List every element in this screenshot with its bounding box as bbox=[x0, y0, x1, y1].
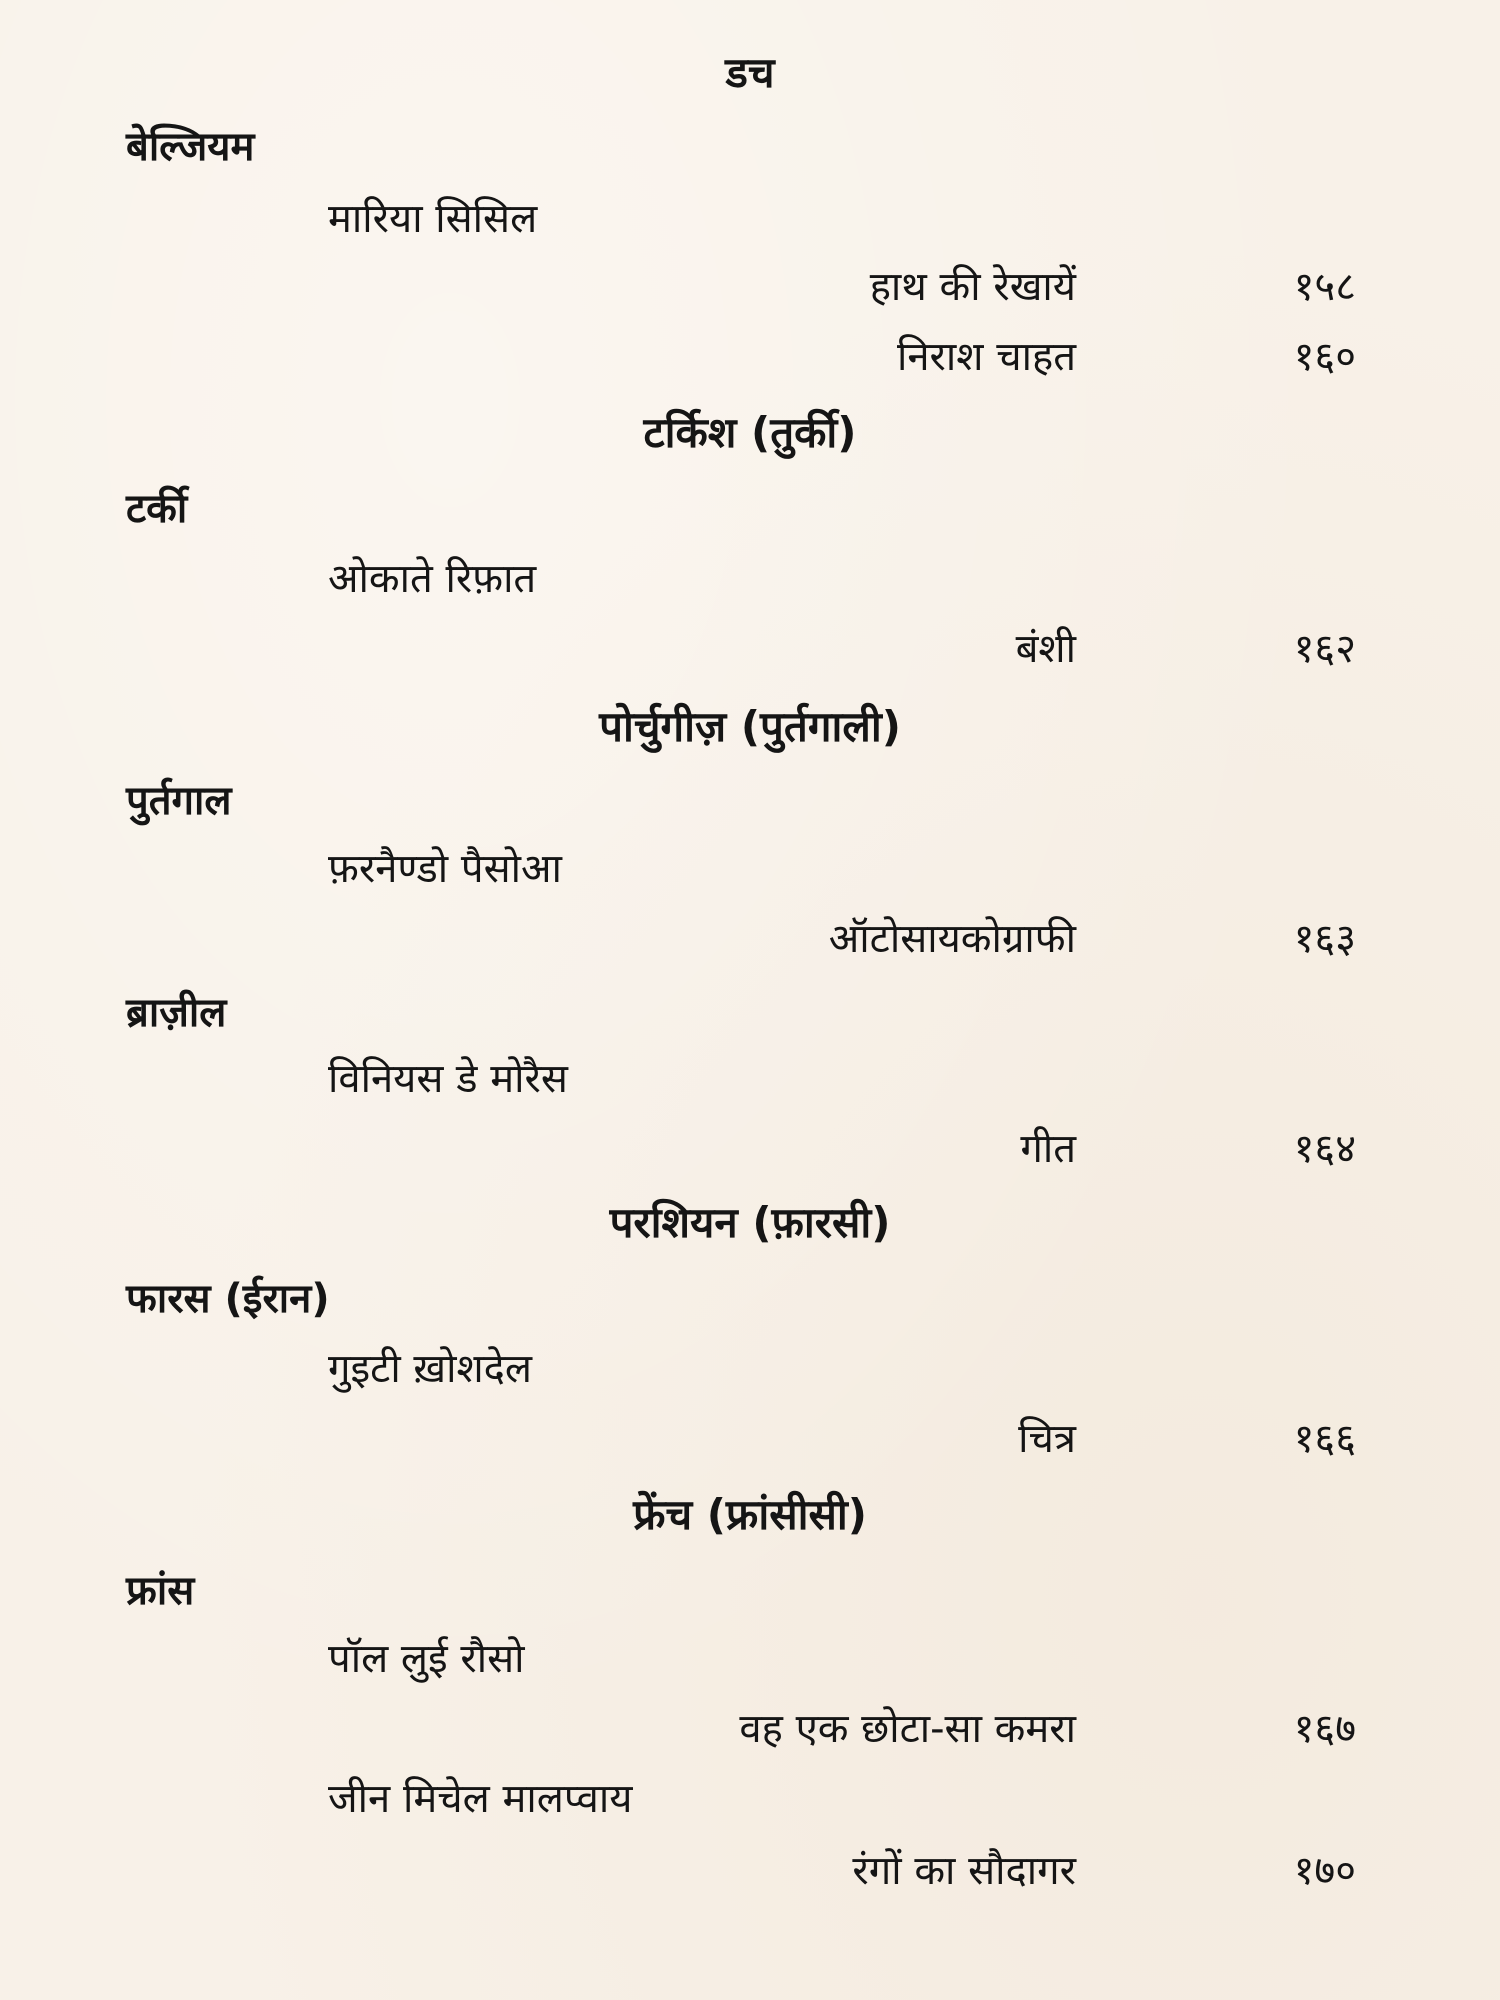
author-name: पॉल लुई रौसो bbox=[328, 1636, 525, 1682]
work-title: गीत bbox=[1020, 1126, 1076, 1172]
country-heading: ब्राज़ील bbox=[126, 990, 227, 1036]
author-name: मारिया सिसिल bbox=[328, 196, 538, 242]
page-number: १६७ bbox=[1293, 1706, 1356, 1752]
country-heading: बेल्जियम bbox=[126, 124, 255, 170]
country-heading: टर्की bbox=[126, 486, 188, 532]
country-heading: फ्रांस bbox=[126, 1568, 195, 1614]
work-title: चित्र bbox=[1018, 1416, 1076, 1462]
work-title: बंशी bbox=[1015, 626, 1076, 672]
language-heading: परशियन (फ़ारसी) bbox=[609, 1198, 891, 1247]
page-number: १५८ bbox=[1293, 264, 1356, 310]
country-heading: फारस (ईरान) bbox=[126, 1276, 330, 1322]
language-heading: टर्किश (तुर्की) bbox=[643, 408, 857, 457]
work-title: निराश चाहत bbox=[897, 334, 1076, 380]
page-number: १६३ bbox=[1293, 916, 1356, 962]
page-number: १६२ bbox=[1293, 626, 1356, 672]
author-name: जीन मिचेल मालप्वाय bbox=[328, 1776, 633, 1822]
page-number: १६६ bbox=[1293, 1416, 1356, 1462]
language-heading: डच bbox=[725, 48, 775, 97]
page-number: १६४ bbox=[1293, 1126, 1356, 1172]
author-name: गुइटी ख़ोशदेल bbox=[328, 1346, 533, 1392]
work-title: रंगों का सौदागर bbox=[852, 1848, 1076, 1894]
page-number: १७० bbox=[1293, 1848, 1356, 1894]
work-title: वह एक छोटा-सा कमरा bbox=[739, 1706, 1076, 1752]
page-number: १६० bbox=[1293, 334, 1356, 380]
language-heading: फ्रेंच (फ्रांसीसी) bbox=[633, 1490, 867, 1539]
author-name: विनियस डे मोरैस bbox=[328, 1056, 568, 1102]
country-heading: पुर्तगाल bbox=[126, 778, 232, 824]
author-name: फ़रनैण्डो पैसोआ bbox=[328, 846, 562, 892]
work-title: ऑटोसायकोग्राफी bbox=[828, 916, 1076, 962]
work-title: हाथ की रेखायें bbox=[869, 264, 1076, 310]
language-heading: पोर्चुगीज़ (पुर्तगाली) bbox=[599, 702, 901, 751]
author-name: ओकाते रिफ़ात bbox=[328, 556, 537, 602]
